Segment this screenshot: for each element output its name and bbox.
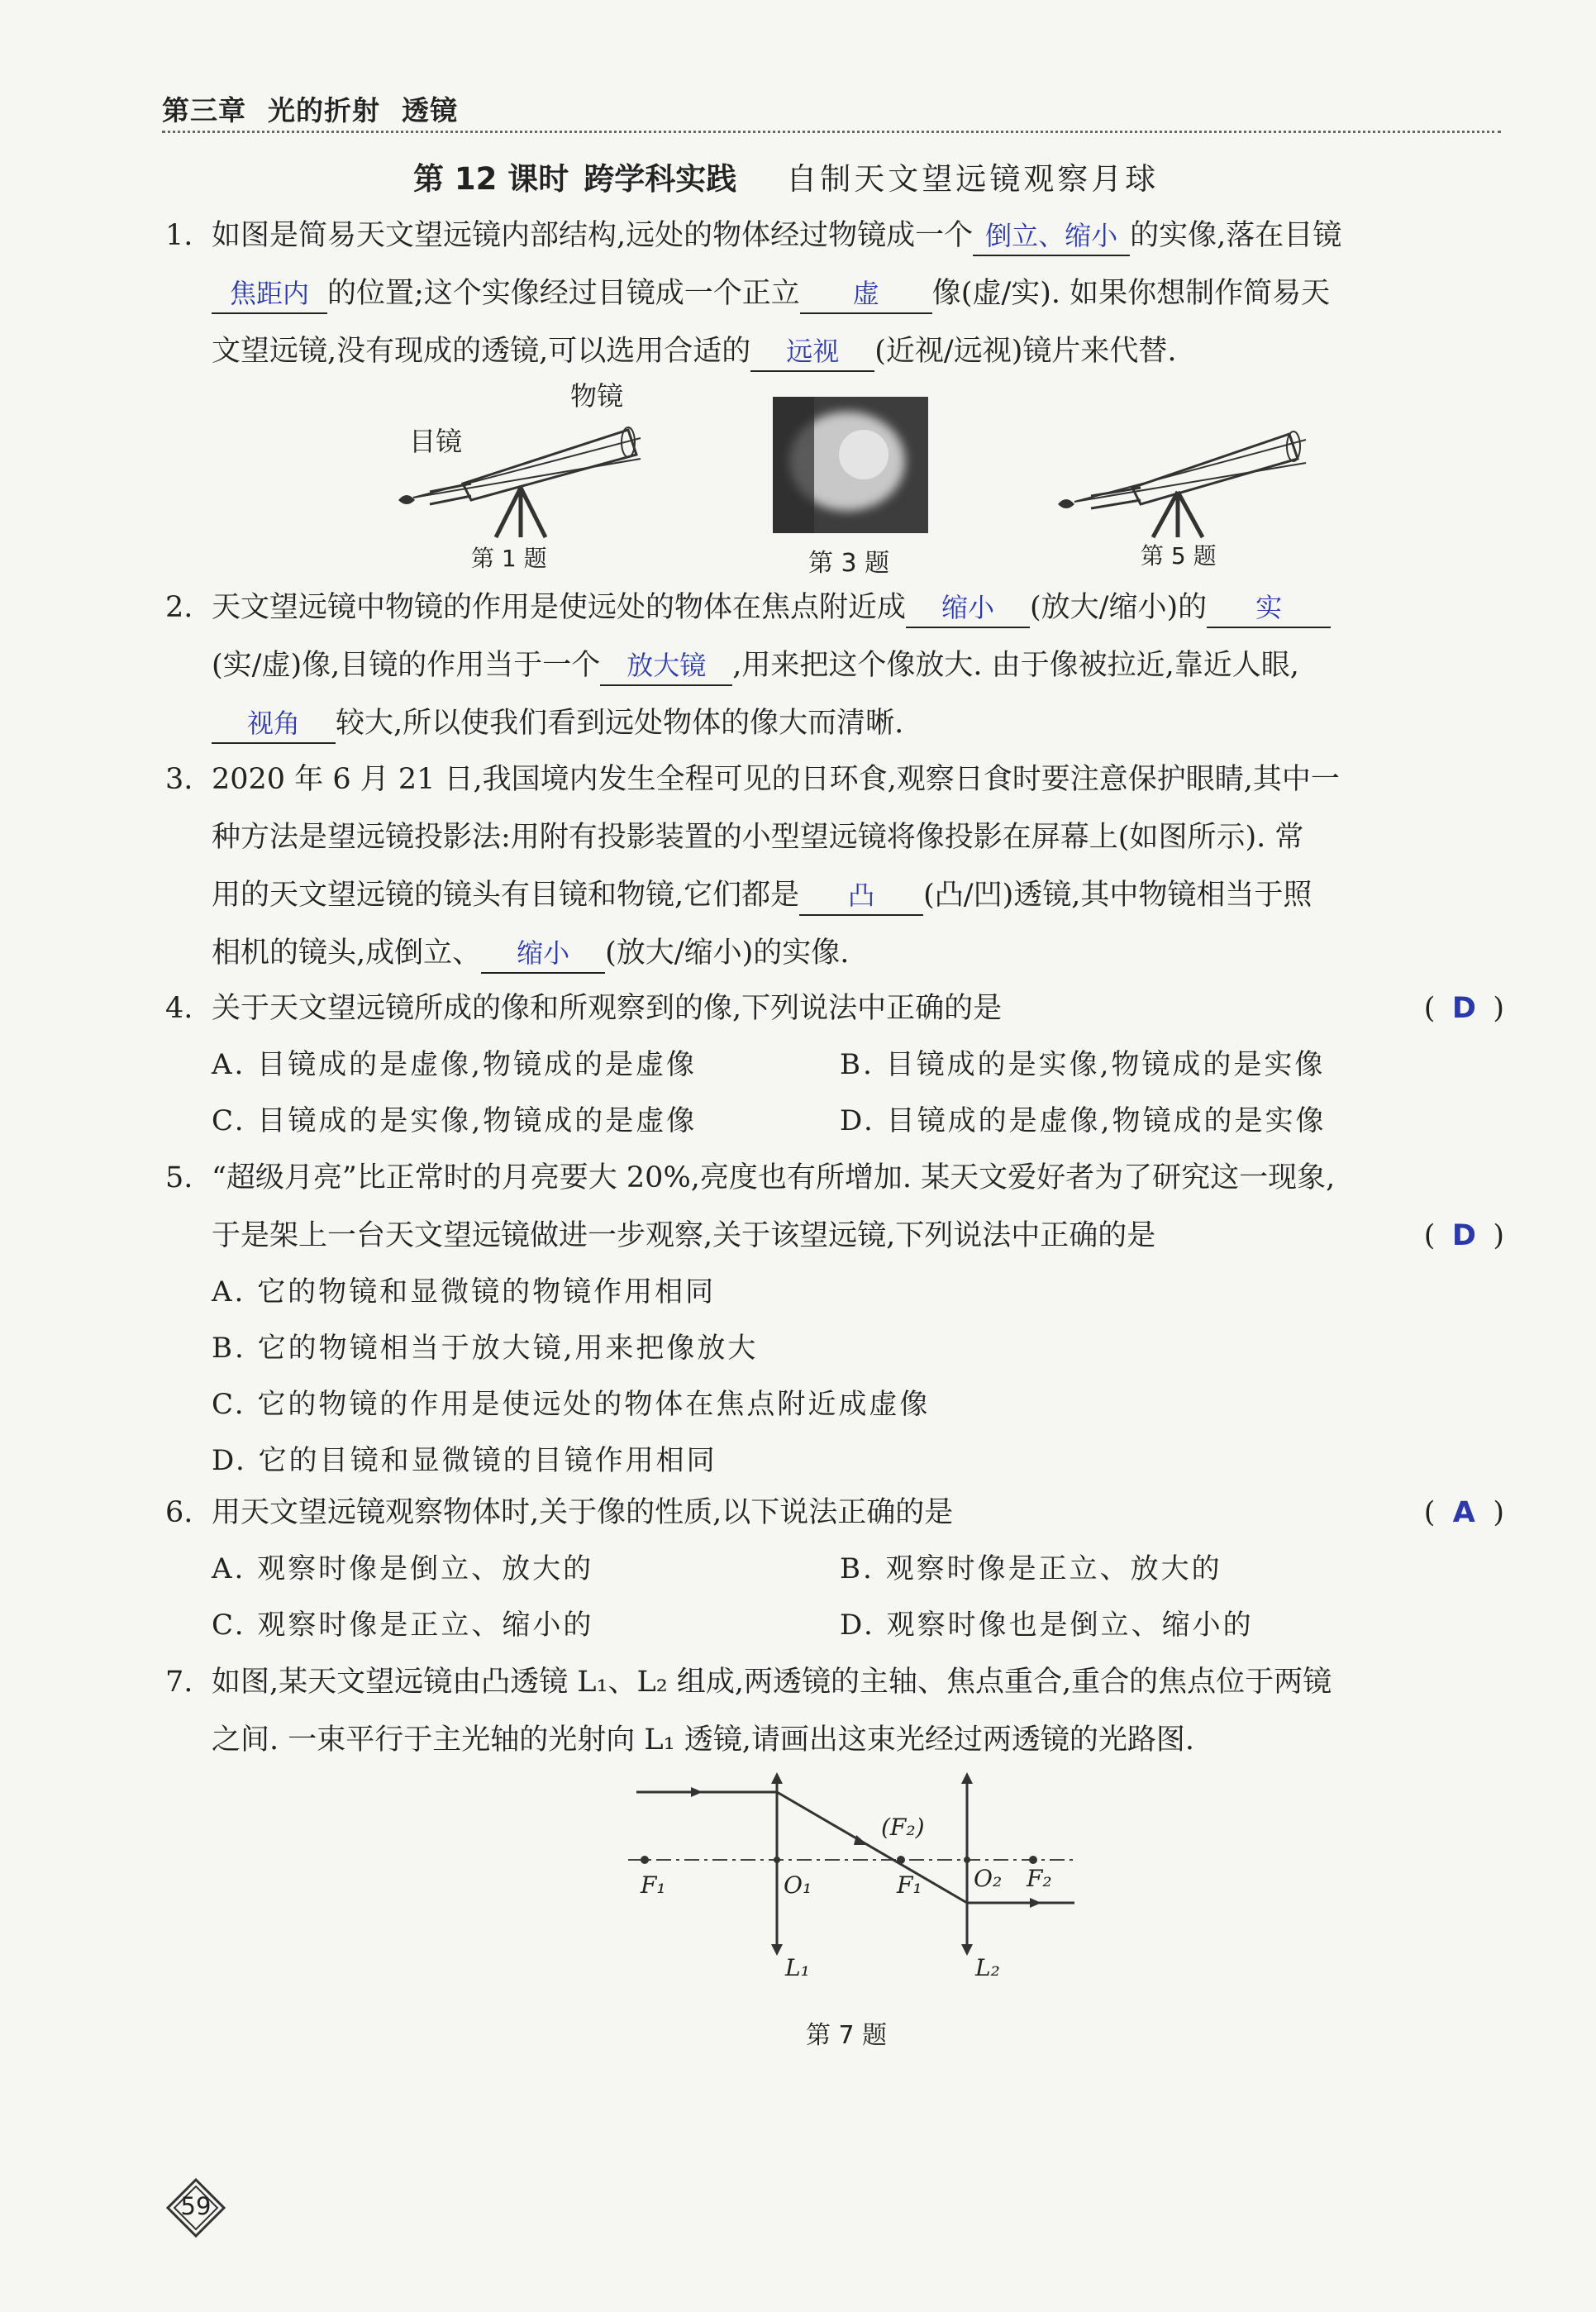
label-o1: O₁ — [784, 1871, 812, 1899]
answer-blank: 视角 — [212, 704, 336, 744]
answer-blank: 缩小 — [481, 934, 605, 974]
question-text: 如图是简易天文望远镜内部结构,远处的物体经过物镜成一个 — [212, 219, 974, 252]
question-text: (近视/远视)镜片来代替. — [874, 335, 1177, 368]
answer-bracket: ( D ) — [1424, 1207, 1504, 1265]
question-text: 文望远镜,没有现成的透镜,可以选用合适的 — [212, 335, 751, 368]
question-1 — [165, 207, 1504, 380]
question-number: 7. — [165, 1666, 193, 1699]
question-text: 像(虚/实). 如果你想制作简易天 — [931, 277, 1331, 310]
lesson-title — [413, 154, 1159, 198]
question-text: (放大/缩小)的实像. — [605, 937, 850, 970]
answer-bracket: ( D ) — [1424, 980, 1504, 1037]
header-divider — [162, 131, 1501, 133]
question-text: 的实像,落在目镜 — [1130, 219, 1342, 252]
answer-blank: 放大镜 — [600, 646, 732, 686]
telescope-figure-1 — [380, 380, 661, 570]
question-text: 于是架上一台天文望远镜做进一步观察,关于该望远镜,下列说法中正确的是 — [212, 1219, 1156, 1252]
lesson-type: 跨学科实践 — [584, 161, 737, 197]
option-c: C. 目镜成的是实像,物镜成的是虚像 — [212, 1104, 698, 1137]
answer-bracket: ( A ) — [1424, 1484, 1504, 1542]
label-f2-right: F₂ — [1027, 1865, 1052, 1892]
question-text: 如图,某天文望远镜由凸透镜 L₁、L₂ 组成,两透镜的主轴、焦点重合,重合的焦点位于两镜 — [212, 1666, 1332, 1699]
question-text: 用的天文望远镜的镜头有目镜和物镜,它们都是 — [212, 879, 800, 912]
answer-choice: D — [1451, 992, 1476, 1025]
option-b: B. 目镜成的是实像,物镜成的是实像 — [840, 1048, 1326, 1081]
question-4 — [165, 980, 1504, 1153]
question-text: ,用来把这个像放大. 由于像被拉近,靠近人眼, — [732, 649, 1299, 682]
figure-caption: 第 5 题 — [1141, 542, 1217, 570]
page-number: 59 — [180, 2192, 212, 2220]
telescope-figure-5 — [1041, 397, 1322, 570]
answer-blank: 缩小 — [906, 589, 1030, 628]
label-f2-paren: (F₂) — [881, 1814, 925, 1841]
question-text: (放大/缩小)的 — [1030, 591, 1208, 624]
question-7 — [165, 1653, 1504, 1769]
option-d: D. 它的目镜和显微镜的目镜作用相同 — [212, 1444, 717, 1477]
label-f1-mid: F₁ — [897, 1871, 922, 1899]
option-a: A. 目镜成的是虚像,物镜成的是虚像 — [212, 1048, 697, 1081]
label-f1-left: F₁ — [641, 1871, 666, 1899]
option-a: A. 它的物镜和显微镜的物镜作用相同 — [212, 1275, 717, 1309]
question-3 — [165, 751, 1504, 982]
question-text: 较大,所以使我们看到远处物体的像大而清晰. — [336, 707, 904, 740]
answer-choice: D — [1451, 1219, 1476, 1252]
chapter-label: 第三章 — [162, 94, 246, 126]
option-d: D. 目镜成的是虚像,物镜成的是实像 — [840, 1104, 1327, 1137]
answer-blank: 远视 — [750, 332, 874, 372]
eclipse-photo — [773, 397, 928, 533]
question-text: 种方法是望远镜投影法:用附有投影装置的小型望远镜将像投影在屏幕上(如图所示). 常 — [212, 821, 1304, 854]
figure-caption: 第 3 题 — [808, 549, 890, 578]
answer-blank: 实 — [1207, 589, 1331, 628]
option-c: C. 它的物镜的作用是使远处的物体在焦点附近成虚像 — [212, 1388, 931, 1421]
question-text: 之间. 一束平行于主光轴的光射向 L₁ 透镜,请画出这束光经过两透镜的光路图. — [212, 1723, 1195, 1757]
lesson-number: 第 12 课时 — [413, 161, 569, 197]
question-text: 2020 年 6 月 21 日,我国境内发生全程可见的日环食,观察日食时要注意保护眼睛,其中一 — [212, 763, 1340, 796]
focal-point — [1029, 1856, 1037, 1864]
topic-label: 透镜 — [402, 94, 458, 126]
question-number: 5. — [165, 1161, 193, 1194]
question-number: 1. — [165, 219, 193, 252]
answer-blank: 倒立、缩小 — [973, 217, 1130, 256]
lesson-subtitle: 自制天文望远镜观察月球 — [786, 161, 1160, 197]
option-a: A. 观察时像是倒立、放大的 — [212, 1552, 594, 1585]
question-number: 3. — [165, 763, 193, 796]
question-text: 天文望远镜中物镜的作用是使远处的物体在焦点附近成 — [212, 591, 907, 624]
question-number: 6. — [165, 1496, 193, 1529]
eyepiece-label: 目镜 — [409, 426, 463, 457]
option-b: B. 观察时像是正立、放大的 — [840, 1552, 1222, 1585]
question-text: “超级月亮”比正常时的月亮要大 20%,亮度也有所增加. 某天文爱好者为了研究这一现象, — [212, 1161, 1336, 1194]
question-2 — [165, 579, 1504, 752]
question-text: (实/虚)像,目镜的作用当于一个 — [212, 649, 601, 682]
focal-point — [641, 1856, 649, 1864]
question-text: 相机的镜头,成倒立、 — [212, 937, 482, 970]
question-number: 2. — [165, 591, 193, 624]
question-text: 的位置;这个实像经过目镜成一个正立 — [327, 277, 800, 310]
figure-caption: 第 1 题 — [471, 545, 547, 570]
objective-label: 物镜 — [570, 380, 624, 412]
question-text: (凸/凹)透镜,其中物镜相当于照 — [923, 879, 1313, 912]
question-text: 用天文望远镜观察物体时,关于像的性质,以下说法正确的是 — [212, 1496, 954, 1529]
question-5 — [165, 1149, 1504, 1477]
option-b: B. 它的物镜相当于放大镜,用来把像放大 — [212, 1332, 759, 1365]
section-label: 光的折射 — [268, 94, 380, 126]
answer-blank: 焦距内 — [212, 274, 327, 314]
label-l2: L₂ — [975, 1954, 1000, 1981]
question-6 — [165, 1484, 1504, 1657]
answer-blank: 凸 — [799, 876, 923, 916]
figure-caption: 第 7 题 — [806, 2021, 888, 2050]
question-text: 关于天文望远镜所成的像和所观察到的像,下列说法中正确的是 — [212, 992, 1003, 1025]
option-c: C. 观察时像是正立、缩小的 — [212, 1609, 594, 1642]
answer-choice: A — [1452, 1496, 1475, 1529]
label-l1: L₁ — [785, 1954, 810, 1981]
answer-blank: 虚 — [800, 274, 932, 314]
chapter-header — [162, 89, 479, 128]
focal-point — [897, 1856, 905, 1864]
label-o2: O₂ — [974, 1865, 1003, 1892]
option-d: D. 观察时像也是倒立、缩小的 — [840, 1609, 1254, 1642]
lens-ray-diagram — [620, 1769, 1083, 2009]
question-number: 4. — [165, 992, 193, 1025]
